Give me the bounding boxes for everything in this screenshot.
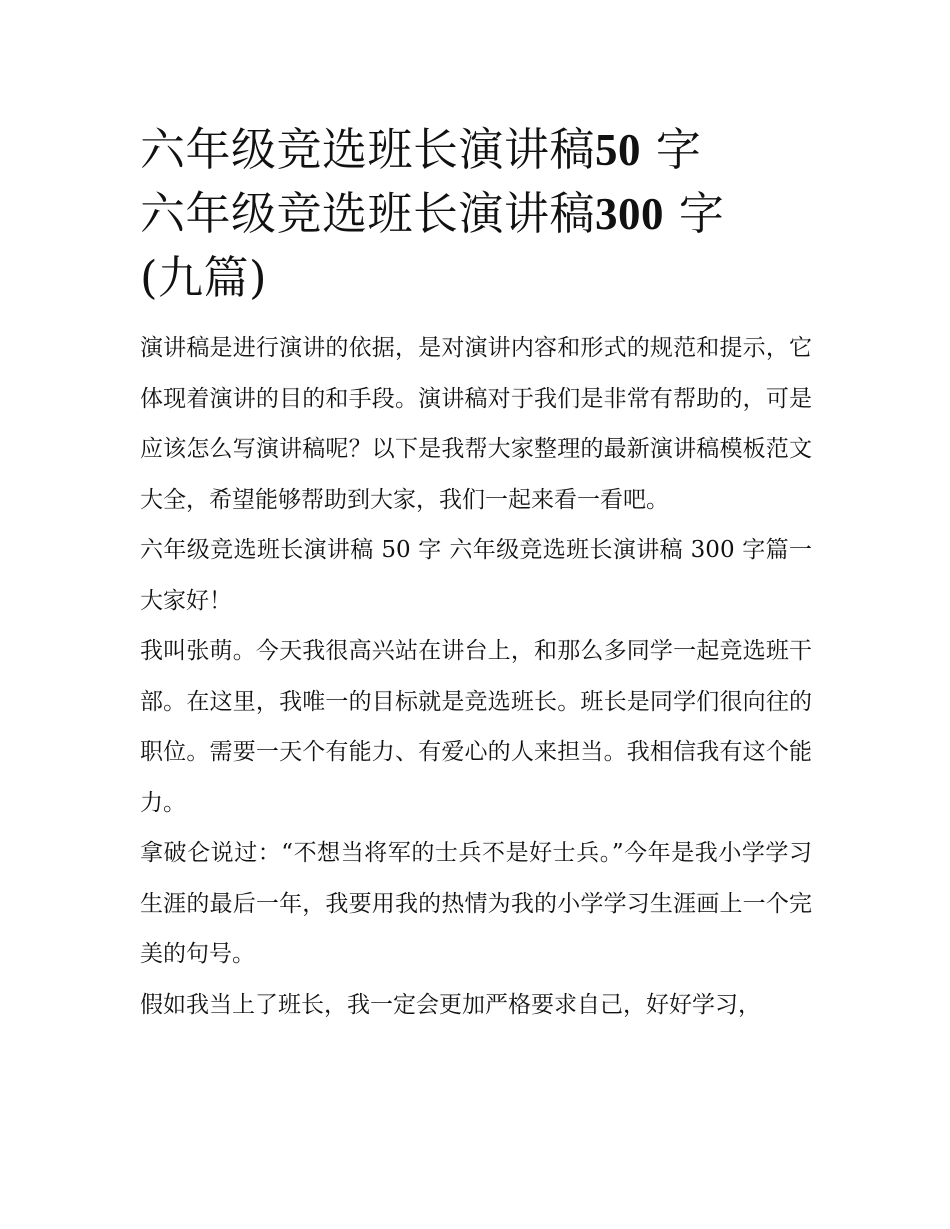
document-page xyxy=(140,118,812,1030)
paragraph-self-intro: 我叫张萌。今天我很高兴站在讲台上，和那么多同学一起竞选班干部。在这里，我唯一的目标就是竞选班长。班长是同学们很向往的职位。需要一天个有能力、有爱心的人来担当。我相信我有这个能力。 xyxy=(140,638,812,816)
title-line-1-text: 六年级竞选班长演讲稿 xyxy=(140,123,596,176)
paragraph-section-heading: 六年级竞选班长演讲稿 50 字 六年级竞选班长演讲稿 300 字篇一 大家好！ xyxy=(140,537,812,614)
title-line-3 xyxy=(140,246,812,309)
title-line-2-suffix: 字 xyxy=(664,187,725,240)
paragraph-intro: 演讲稿是进行演讲的依据，是对演讲内容和形式的规范和提示，它体现着演讲的目的和手段。演讲稿对于我们是非常有帮助的，可是应该怎么写演讲稿呢？以下是我帮大家整理的最新演讲稿模板范文大全，希望能够帮助到大家，我们一起来看一看吧。 xyxy=(140,335,812,513)
paragraph-promise: 假如我当上了班长，我一定会更加严格要求自己，好好学习， xyxy=(140,991,761,1018)
title-line-2 xyxy=(140,182,812,246)
title-line-1 xyxy=(140,118,812,182)
title-line-3-text: (九篇) xyxy=(140,251,268,304)
title-line-2-number: 300 xyxy=(595,189,665,239)
document-title xyxy=(140,118,812,309)
title-line-2-text: 六年级竞选班长演讲稿 xyxy=(140,187,596,240)
title-line-1-suffix: 字 xyxy=(641,123,702,176)
paragraph-napoleon-quote: 拿破仑说过：“不想当将军的士兵不是好士兵。”今年是我小学学习生涯的最后一年，我要用我的热情为我的小学学习生涯画上一个完美的句号。 xyxy=(140,840,812,967)
title-line-1-number: 50 xyxy=(595,125,642,175)
